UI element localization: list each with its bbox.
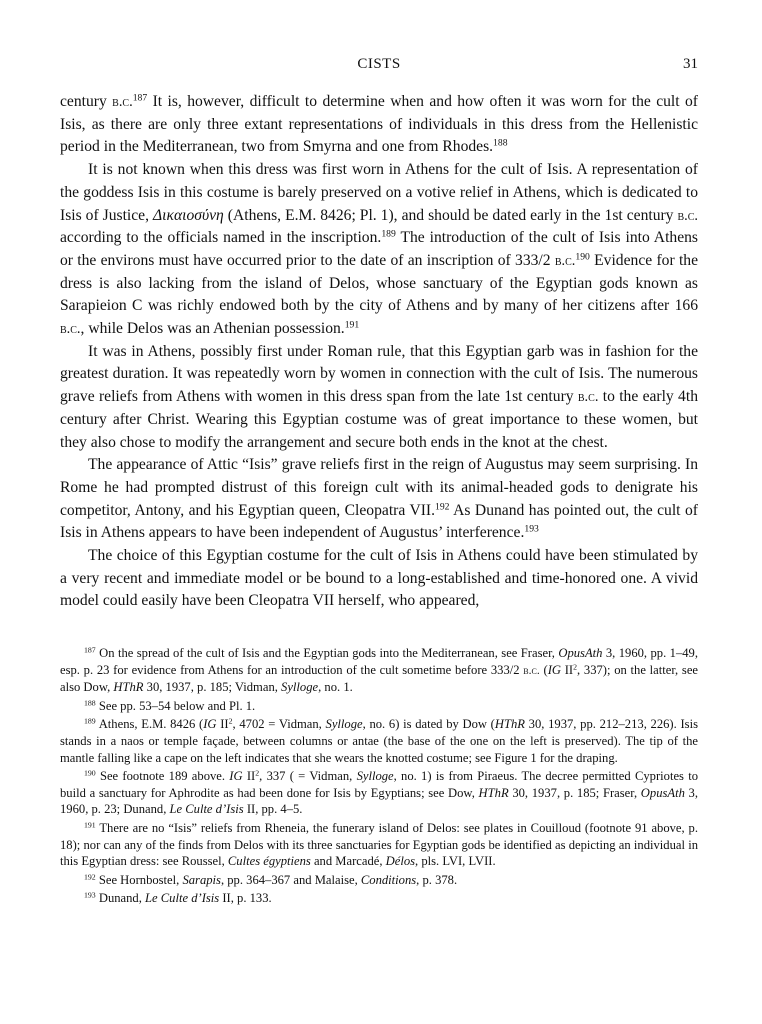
footnote-ref-190: 190 [575,251,590,263]
greek-word: Δικαιοσύνη [153,206,224,224]
footnote-188: $^{188}$ See pp. 53–54 below and Pl. 1. [84,698,256,713]
page-number: 31 [683,56,698,72]
footnote-ref-191: 191 [344,319,360,331]
footnote-ref-188: 188 [493,138,508,150]
paragraph-5: The choice of this Egyptian costume for the cult of Isis in Athens could have been stimulated by a very recent and immediate model or be bound to a long-established and time-honored one. A vivid model could easily have been Cleopatra VII herself, who appeared, [60,547,698,610]
footnote-189: $^{189}$ Athens, E.M. 8426 (IG $II^2$, 4702 = Vidman, Sylloge, no. 6) is dated by Dow (HThR 30, 1937, pp. 212–213, 226). Isis stands in a naos or temple façade, between columns or antae (the base of the one on the left is preserved). The tip of the mantle falling like a cape on the left indicates that she wears the knotted costume; see Figure 1 for the draping. [60,717,698,765]
body-text [60,91,698,613]
paragraph-4: The appearance of Attic “Isis” grave reliefs first in the reign of Augustus may seem surprising. In Rome he had prompted distrust of this foreign cult with its animal-headed gods to denigrate his competitor, Antony, and his Egyptian queen, Cleopatra VII.$^{192}$ As Dunand has pointed out, the cult of Isis in Athens appears to have been independent of Augustus’ interference.$^{193}$ [60,456,698,542]
paragraph-3: It was in Athens, possibly first under Roman rule, that this Egyptian garb was in fashion for the greatest duration. It was repeatedly worn by women in connection with the cult of Isis. The numerous grave reliefs from Athens with women in this dress span from the late 1st century b.c. to the early 4th century after Christ. Wearing this Egyptian costume was of great importance to these women, but they also chose to modify the arrangement and secure both ends in the knot at the chest. [60,342,698,451]
footnote-ref-189: 189 [381,228,396,240]
running-head [60,56,698,80]
footnote-ref-187: 187 [132,92,148,104]
paragraph-1: century b.c.$^{187}$ It is, however, difficult to determine when and how often it was worn for the cult of Isis, as there are only three extant representations of individuals in this dress from the Hellenistic period in the Mediterranean, two from Smyrna and one from Rhodes.$^{188}$ [60,92,698,156]
footnote-ref-193: 193 [524,524,539,536]
footnote-193: $^{193}$ Dunand, Le Culte d’Isis II, p. 133. [84,891,272,906]
footnote-187: $^{187}$ On the spread of the cult of Isis and the Egyptian gods into the Mediterranean, see Fraser, OpusAth 3, 1960, pp. 1–49, esp. p. 23 for evidence from Athens for an introduction of the cult sometime before 333/2 b.c. (IG $II^2$, 337); on the latter, see also Dow, HThR 30, 1937, p. 185; Vidman, Sylloge, no. 1. [60,645,699,695]
footnote-192: $^{192}$ See Hornbostel, Sarapis, pp. 364–367 and Malaise, Conditions, p. 378. [84,872,458,887]
paragraph-2: It is not known when this dress was first worn in Athens for the cult of Isis. A representation of the goddess Isis in this costume is barely preserved on a votive relief in Athens, which is dedicated to Isis of Justice, Δικαιοσύνη (Athens, E.M. 8426; Pl. 1), and should be dated early in the 1st century b.c. according to the officials named in the inscription.$^{189}$ The introduction of the cult of Isis into Athens or the environs must have occurred prior to the date of an inscription of 333/2 b.c.$^{190}$ Evidence for the dress is also lacking from the island of Delos, whose sanctuary of the Egyptian gods known as Sarapieion C was richly endowed both by the city of Athens and by many of her citizens after 166 b.c., while Delos was an Athenian possession.$^{191}$ [60,161,698,338]
footnote-ref-192: 192 [435,501,450,513]
footnotes [60,645,698,909]
footnote-190: $^{190}$ See footnote 189 above. IG $II^2$, 337 ( = Vidman, Sylloge, no. 1) is from Piraeus. The decree permitted Cypriotes to build a sanctuary for Aphrodite as had been done for Isis by Egyptians; see Dow, HThR 30, 1937, p. 185; Fraser, OpusAth 3, 1960, p. 23; Dunand, Le Culte d’Isis II, pp. 4–5. [60,768,699,817]
footnote-191: $^{191}$ There are no “Isis” reliefs from Rheneia, the funerary island of Delos: see plates in Couilloud (footnote 91 above, p. 18); nor can any of the finds from Delos with its three sanctuaries for Egyptian gods be identified as depicting an individual in this Egyptian dress: see Roussel, Cultes égyptiens and Marcadé, Délos, pls. LVI, LVII. [60,820,698,869]
running-title: CISTS [357,56,401,72]
